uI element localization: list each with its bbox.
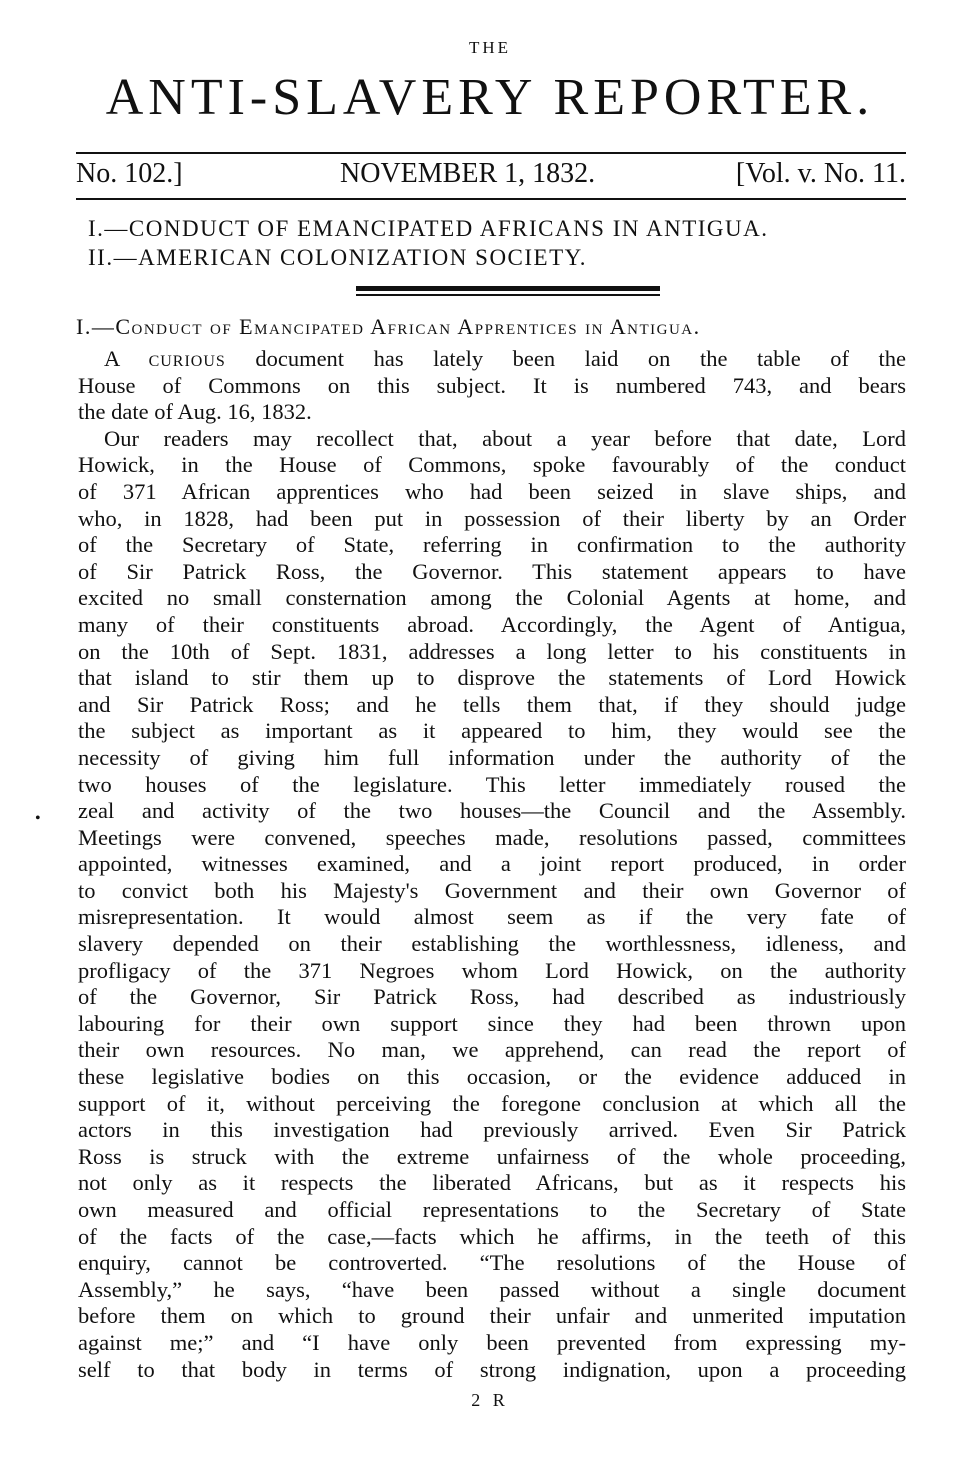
text-line: Our readers may recollect that, about a year before that date, Lord	[104, 425, 906, 451]
text-line: many of their constituents abroad. Accordingly, the Agent of Antigua,	[78, 611, 906, 637]
section-heading: I.—Conduct of Emancipated African Apprentices in Antigua.	[76, 314, 701, 339]
text-line: actors in this investigation had previously arrived. Even Sir Patrick	[78, 1117, 906, 1143]
signature-mark: 2 R	[471, 1390, 509, 1410]
contents-list	[88, 214, 898, 272]
margin-mark: •	[35, 810, 41, 827]
issue-volume: [Vol. v. No. 11.	[735, 158, 906, 189]
contents-item-1: I.—CONDUCT OF EMANCIPATED AFRICANS IN ANTIGUA.	[88, 216, 769, 241]
text-line: these legislative bodies on this occasion, or the evidence adduced in	[78, 1064, 906, 1090]
double-rule-thick	[356, 286, 660, 291]
text-line: who, in 1828, had been put in possession of their liberty by an Order	[78, 505, 906, 531]
text-line: that island to stir them up to disprove the statements of Lord Howick	[78, 665, 906, 691]
text-line: misrepresentation. It would almost seem as if the very fate of	[78, 904, 906, 930]
text-line: appointed, witnesses examined, and a joint report produced, in order	[78, 851, 906, 877]
text-line: labouring for their own support since they had been thrown upon	[78, 1010, 906, 1036]
text-line: their own resources. No man, we apprehend, can read the report of	[78, 1037, 906, 1063]
text-line: the date of Aug. 16, 1832.	[78, 399, 312, 425]
dropword: A	[104, 346, 120, 371]
text-line: Ross is struck with the extreme unfairness of the whole proceeding,	[78, 1143, 906, 1169]
text-line: Assembly,” he says, “have been passed without a single document	[78, 1276, 906, 1302]
article-body	[78, 346, 906, 1383]
text-line: House of Commons on this subject. It is numbered 743, and bears	[78, 372, 906, 398]
text-line: Howick, in the House of Commons, spoke favourably of the conduct	[78, 452, 906, 478]
top-rule	[76, 152, 906, 154]
line-rest: document has lately been laid on the table of the	[225, 346, 906, 371]
text-line: own measured and official representations to the Secretary of State	[78, 1197, 906, 1222]
bottom-rule	[76, 198, 906, 200]
text-line: and Sir Patrick Ross; and he tells them that, if they should judge	[78, 691, 906, 717]
paragraph-2	[78, 426, 906, 1383]
text-line: on the 10th of Sept. 1831, addresses a long letter to his constituents in	[78, 638, 906, 664]
text-line: excited no small consternation among the Colonial Agents at home, and	[78, 585, 906, 611]
text-line: two houses of the legislature. This letter immediately roused the	[78, 771, 906, 797]
text-line: enquiry, cannot be controverted. “The resolutions of the House of	[78, 1250, 906, 1276]
text-line: not only as it respects the liberated Africans, but as it respects his	[78, 1170, 906, 1196]
text-line: Meetings were convened, speeches made, resolutions passed, committees	[78, 824, 906, 850]
issue-date: NOVEMBER 1, 1832.	[340, 158, 596, 189]
text-line: of 371 African apprentices who had been seized in slave ships, and	[78, 478, 906, 504]
text-line: before them on which to ground their unfair and unmerited imputation	[78, 1303, 906, 1329]
small-caps-word: curious	[148, 346, 226, 371]
paragraph-1	[78, 346, 906, 426]
text-line: self to that body in terms of strong indignation, upon a proceeding	[78, 1356, 906, 1382]
masthead-the: THE	[468, 38, 512, 57]
double-rule-thin	[356, 294, 660, 296]
text-line: of the facts of the case,—facts which he affirms, in the teeth of this	[78, 1223, 906, 1249]
text-line: of Sir Patrick Ross, the Governor. This statement appears to have	[78, 558, 906, 584]
text-line: of the Governor, Sir Patrick Ross, had described as industriously	[78, 984, 906, 1010]
masthead-title: ANTI-SLAVERY REPORTER.	[105, 69, 875, 126]
text-line: support of it, without perceiving the foregone conclusion at which all the	[78, 1090, 906, 1116]
text-line: of the Secretary of State, referring in confirmation to the authority	[78, 532, 906, 558]
issue-number: No. 102.]	[76, 158, 183, 189]
text-line: against me;” and “I have only been prevented from expressing my-	[78, 1329, 906, 1355]
text-line: the subject as important as it appeared to him, they would see the	[78, 718, 906, 744]
text-line: necessity of giving him full information under the authority of the	[78, 744, 906, 770]
issue-line	[76, 158, 906, 194]
text-line: slavery depended on their establishing the worthlessness, idleness, and	[78, 931, 906, 957]
text-line: profligacy of the 371 Negroes whom Lord Howick, on the authority	[78, 957, 906, 983]
contents-item-2: II.—AMERICAN COLONIZATION SOCIETY.	[88, 245, 588, 270]
text-line	[78, 346, 906, 373]
text-line: to convict both his Majesty's Government and their own Governor of	[78, 877, 906, 903]
text-line: zeal and activity of the two houses—the Council and the Assembly.	[78, 798, 906, 824]
